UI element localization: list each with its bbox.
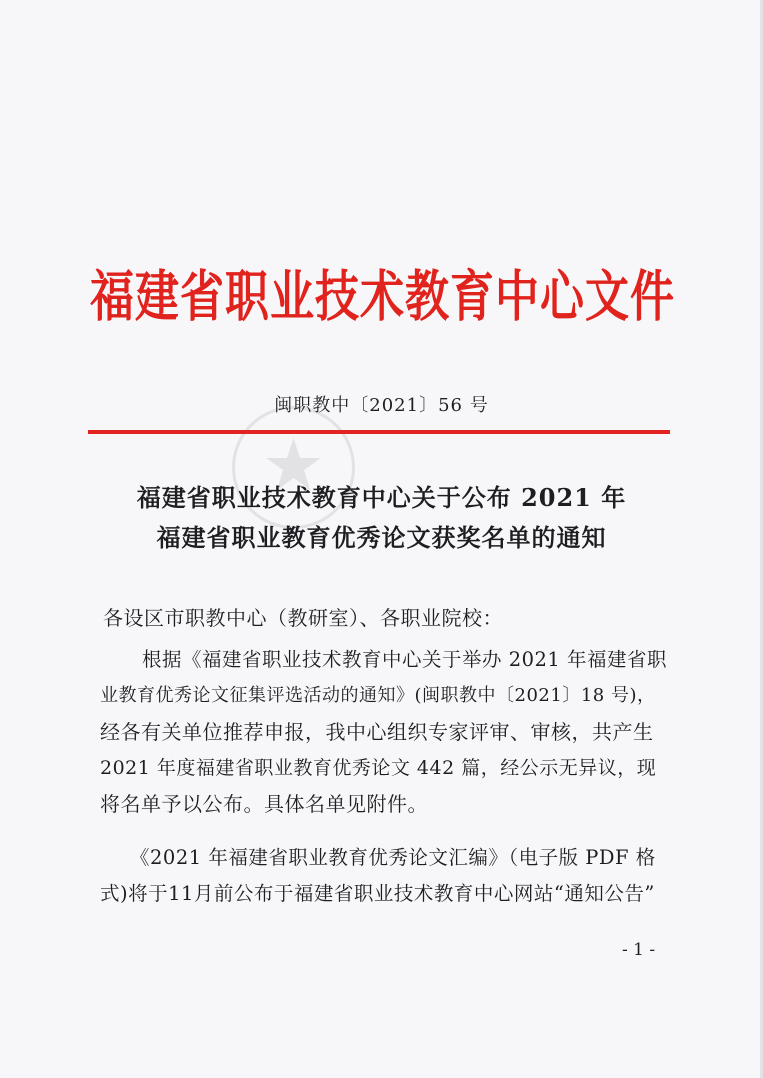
notice-title-line-1: 福建省职业技术教育中心关于公布 2021 年 bbox=[136, 483, 627, 512]
red-divider-rule bbox=[88, 430, 670, 434]
salutation: 各设区市职教中心（教研室）、各职业院校： bbox=[103, 606, 503, 630]
notice-title-line-2: 福建省职业教育优秀论文获奖名单的通知 bbox=[156, 523, 607, 552]
body-line: 业教育优秀论文征集评选活动的通知》(闽职教中〔2021〕18 号)， bbox=[100, 685, 656, 706]
document-masthead: 福建省职业技术教育中心文件 bbox=[90, 265, 675, 330]
document-number: 闽职教中〔2021〕56 号 bbox=[274, 395, 489, 416]
body-line: 将名单予以公布。具体名单见附件。 bbox=[100, 792, 428, 816]
body-line: 《2021 年福建省职业教育优秀论文汇编》（电子版 PDF 格 bbox=[130, 846, 656, 869]
page-number: - 1 - bbox=[622, 940, 656, 960]
body-line: 经各有关单位推荐申报，我中心组织专家评审、审核，共产生 bbox=[100, 720, 654, 744]
body-line: 2021 年度福建省职业教育优秀论文 442 篇，经公示无异议，现 bbox=[100, 757, 657, 779]
body-line: 根据《福建省职业技术教育中心关于举办 2021 年福建省职 bbox=[142, 648, 668, 671]
body-line: 式)将于11月前公布于福建省职业技术教育中心网站“通知公告” bbox=[100, 882, 655, 905]
